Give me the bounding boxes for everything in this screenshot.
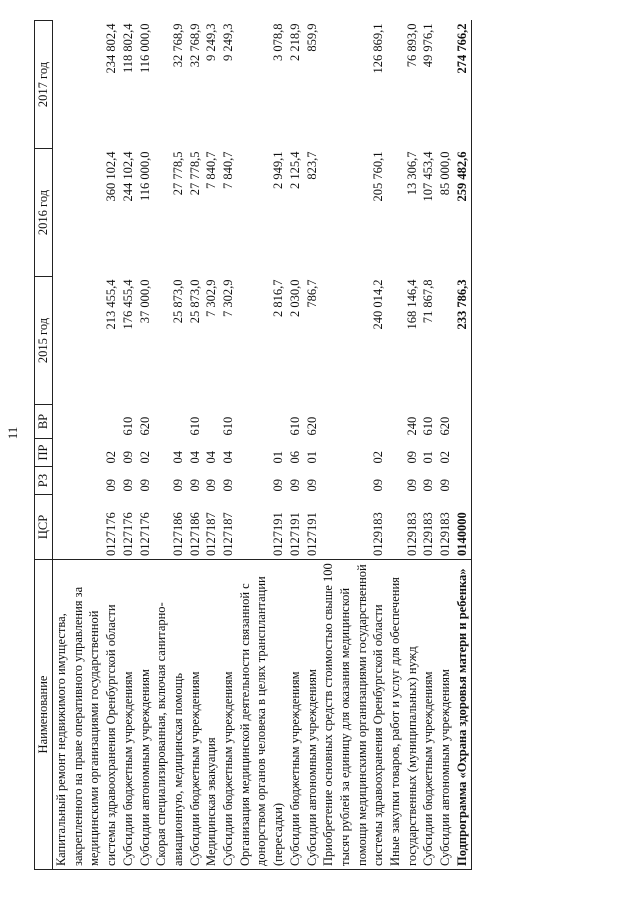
cell-name: Организация медицинской деятельности связанной с донорством органов человека в целях трансплантации (пересадки) (237, 560, 287, 870)
header-csr: ЦСР (35, 495, 53, 560)
cell-2015: 37 000,0 (137, 279, 152, 324)
cell-csr: 0129183 (371, 512, 386, 556)
table-row (320, 21, 387, 870)
table-row (387, 21, 420, 870)
budget-sheet (34, 20, 594, 870)
cell-name: Субсидии автономным учреждениям (304, 560, 321, 870)
cell-pr: 06 (287, 451, 302, 464)
cell-2017: 76 893,0 (404, 23, 419, 68)
cell-2015: 213 455,4 (104, 279, 119, 330)
cell-pr (454, 439, 471, 467)
cell-2017: 859,9 (304, 23, 319, 52)
cell-vr: 610 (120, 416, 135, 436)
cell-2017: 118 802,4 (120, 23, 135, 74)
cell-vr: 610 (187, 416, 202, 436)
cell-pr: 04 (170, 451, 185, 464)
cell-name: Капитальный ремонт недвижимого имущества, закрепленного на праве оперативного управления за медицинскими организациями государственной системы здравоохранения Оренбургской области (53, 560, 120, 870)
table-row (53, 21, 120, 870)
cell-2016: 85 000,0 (438, 151, 453, 196)
cell-2016: 13 306,7 (404, 151, 419, 196)
budget-table (34, 20, 472, 870)
cell-2017: 126 869,1 (371, 23, 386, 74)
cell-csr: 0127187 (204, 512, 219, 556)
header-2017: 2017 год (35, 21, 53, 149)
cell-vr (320, 405, 387, 439)
cell-vr (53, 405, 120, 439)
cell-2015: 233 786,3 (454, 277, 471, 405)
cell-pr: 01 (271, 451, 286, 464)
cell-rz: 09 (271, 479, 286, 492)
cell-rz (454, 467, 471, 495)
page-number: 11 (5, 426, 20, 440)
cell-vr (153, 405, 186, 439)
cell-2016: 244 102,4 (120, 151, 135, 202)
cell-2016: 2 949,1 (271, 151, 286, 189)
cell-pr: 04 (204, 451, 219, 464)
cell-2015: 176 455,4 (120, 279, 135, 330)
cell-csr: 0127176 (120, 512, 135, 556)
cell-csr: 0129183 (421, 512, 436, 556)
cell-2015: 168 146,4 (404, 279, 419, 330)
cell-rz: 09 (221, 479, 236, 492)
cell-vr: 620 (438, 416, 453, 436)
cell-csr: 0127176 (137, 512, 152, 556)
header-2016: 2016 год (35, 149, 53, 277)
cell-csr: 0127191 (287, 512, 302, 556)
cell-2017: 116 000,0 (137, 23, 152, 74)
table-row (220, 21, 237, 870)
cell-2015 (437, 277, 454, 405)
table-row (137, 21, 154, 870)
table-row (153, 21, 186, 870)
cell-csr: 0127191 (304, 512, 319, 556)
cell-name: Субсидии автономным учреждениям (137, 560, 154, 870)
cell-pr: 04 (221, 451, 236, 464)
cell-2015: 240 014,2 (371, 279, 386, 330)
cell-csr: 0127186 (187, 512, 202, 556)
cell-2016: 360 102,4 (104, 151, 119, 202)
cell-rz: 09 (404, 479, 419, 492)
header-2015: 2015 год (35, 277, 53, 405)
cell-2015: 786,7 (304, 279, 319, 308)
cell-vr: 620 (137, 416, 152, 436)
cell-2017 (437, 21, 454, 149)
table-row (304, 21, 321, 870)
cell-2017: 9 249,3 (204, 23, 219, 61)
table-row (454, 21, 471, 870)
cell-rz: 09 (421, 479, 436, 492)
table-header-row (35, 21, 53, 870)
cell-2016: 7 840,7 (204, 151, 219, 189)
cell-2017: 32 768,9 (187, 23, 202, 68)
table-row (420, 21, 437, 870)
cell-vr: 610 (287, 416, 302, 436)
cell-rz: 09 (438, 479, 453, 492)
cell-2016: 116 000,0 (137, 151, 152, 202)
cell-vr: 240 (404, 416, 419, 436)
cell-vr (237, 405, 287, 439)
cell-rz: 09 (104, 479, 119, 492)
cell-name: Субсидии бюджетным учреждениям (187, 560, 204, 870)
cell-2015: 25 873,0 (170, 279, 185, 324)
cell-vr (203, 405, 220, 439)
header-rz: РЗ (35, 467, 53, 495)
table-row (120, 21, 137, 870)
cell-2017: 32 768,9 (170, 23, 185, 68)
cell-2016: 27 778,5 (170, 151, 185, 196)
cell-2016: 27 778,5 (187, 151, 202, 196)
header-vr: ВР (35, 405, 53, 439)
table-row (237, 21, 287, 870)
cell-2016: 107 453,4 (421, 151, 436, 202)
cell-rz: 09 (304, 479, 319, 492)
cell-vr (454, 405, 471, 439)
cell-2017: 2 218,9 (287, 23, 302, 61)
cell-pr: 04 (187, 451, 202, 464)
cell-rz: 09 (187, 479, 202, 492)
table-row (437, 21, 454, 870)
table-row (287, 21, 304, 870)
cell-rz: 09 (137, 479, 152, 492)
cell-rz: 09 (204, 479, 219, 492)
cell-pr: 01 (421, 451, 436, 464)
cell-2017: 49 976,1 (421, 23, 436, 68)
cell-pr: 02 (371, 451, 386, 464)
cell-2016: 205 760,1 (371, 151, 386, 202)
cell-2017: 274 766,2 (454, 21, 471, 149)
cell-rz: 09 (371, 479, 386, 492)
table-row (203, 21, 220, 870)
header-name: Наименование (35, 560, 53, 870)
cell-2015: 71 867,8 (421, 279, 436, 324)
cell-name: Субсидии бюджетным учреждениям (220, 560, 237, 870)
cell-2016: 2 125,4 (287, 151, 302, 189)
cell-csr: 0127187 (221, 512, 236, 556)
cell-2017: 3 078,8 (271, 23, 286, 61)
cell-2016: 7 840,7 (221, 151, 236, 189)
cell-pr: 09 (120, 451, 135, 464)
cell-pr: 01 (304, 451, 319, 464)
cell-2016: 259 482,6 (454, 149, 471, 277)
cell-vr: 610 (221, 416, 236, 436)
cell-rz: 09 (120, 479, 135, 492)
cell-name: Подпрограмма «Охрана здоровья матери и ребенка» (454, 560, 471, 870)
cell-2015: 25 873,0 (187, 279, 202, 324)
cell-csr: 0140000 (454, 495, 471, 560)
cell-vr: 620 (304, 416, 319, 436)
cell-2015: 7 302,9 (221, 279, 236, 317)
header-pr: ПР (35, 439, 53, 467)
cell-2017: 234 802,4 (104, 23, 119, 74)
cell-csr: 0129183 (404, 512, 419, 556)
cell-csr: 0127186 (170, 512, 185, 556)
cell-2017: 9 249,3 (221, 23, 236, 61)
cell-name: Субсидии бюджетным учреждениям (420, 560, 437, 870)
cell-name: Скорая специализированная, включая санитарно-авиационную, медицинская помощь (153, 560, 186, 870)
cell-csr: 0127191 (271, 512, 286, 556)
cell-name: Приобретение основных средств стоимостью свыше 100 тысяч рублей за единицу для оказания медицинской помощи медицинскими организациями государственной системы здравоохранения Оренбургской области (320, 560, 387, 870)
table-row (187, 21, 204, 870)
cell-2015: 2 030,0 (287, 279, 302, 317)
cell-rz: 09 (287, 479, 302, 492)
cell-csr: 0127176 (104, 512, 119, 556)
cell-2015: 2 816,7 (271, 279, 286, 317)
cell-name: Субсидии автономным учреждениям (437, 560, 454, 870)
cell-name: Субсидии бюджетным учреждениям (120, 560, 137, 870)
cell-pr: 02 (438, 451, 453, 464)
cell-pr: 02 (104, 451, 119, 464)
cell-vr: 610 (421, 416, 436, 436)
cell-2016: 823,7 (304, 151, 319, 180)
cell-name: Иные закупки товаров, работ и услуг для обеспечения государственных (муниципальных) нужд (387, 560, 420, 870)
cell-name: Субсидии бюджетным учреждениям (287, 560, 304, 870)
cell-pr: 09 (404, 451, 419, 464)
cell-name: Медицинская эвакуация (203, 560, 220, 870)
cell-2015: 7 302,9 (204, 279, 219, 317)
cell-rz: 09 (170, 479, 185, 492)
cell-pr: 02 (137, 451, 152, 464)
cell-csr: 0129183 (438, 512, 453, 556)
